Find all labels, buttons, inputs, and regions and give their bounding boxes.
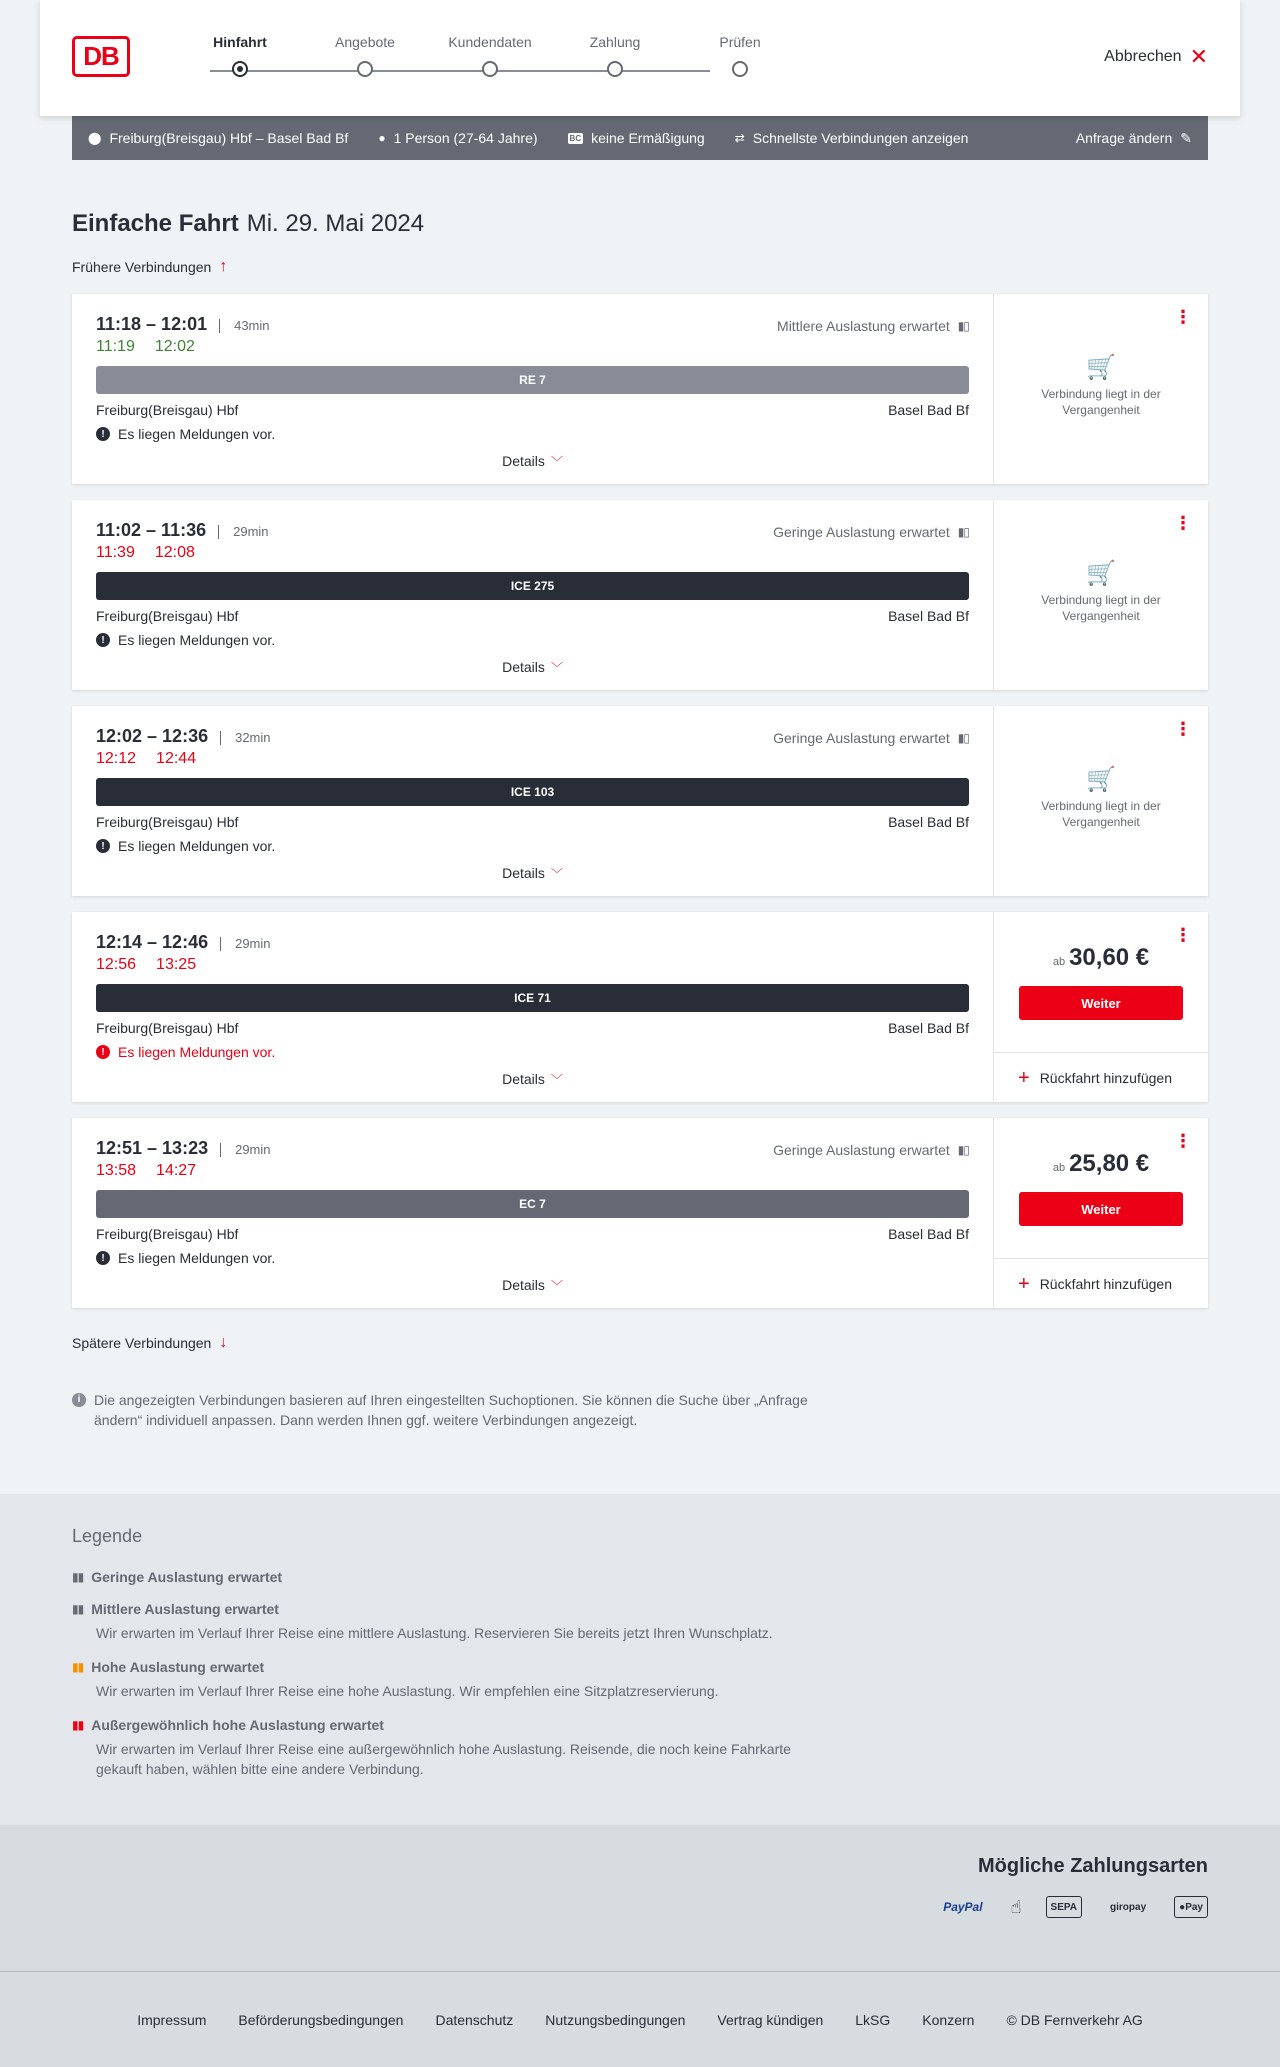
destination-station: Basel Bad Bf	[888, 608, 969, 624]
chevron-down-icon: ﹀	[550, 661, 563, 675]
payment-title: Mögliche Zahlungsarten	[977, 1855, 1208, 1877]
scheduled-time: 11:18 – 12:01	[96, 314, 208, 334]
realtime-line	[96, 750, 969, 774]
plus-icon: +	[1018, 1272, 1030, 1295]
price	[1053, 944, 1149, 972]
details-label: Details	[502, 865, 545, 881]
past-text: Verbindung liegt in der Vergangenheit	[1041, 593, 1161, 623]
route-info	[88, 130, 348, 146]
details-toggle[interactable]	[72, 1277, 993, 1294]
message-text: Es liegen Meldungen vor.	[118, 1250, 276, 1266]
realtime-arrival: 12:08	[154, 544, 195, 561]
more-options-icon[interactable]: ⋮	[1174, 307, 1192, 327]
change-request-button[interactable]	[1076, 130, 1192, 147]
legend-item-title: Mittlere Auslastung erwartet	[91, 1601, 279, 1617]
apple-pay-label: Pay	[1185, 1901, 1203, 1913]
option-text: Schnellste Verbindungen anzeigen	[752, 130, 969, 146]
legend-item-title: Geringe Auslastung erwartet	[91, 1569, 283, 1585]
footer-link[interactable]: Konzern	[922, 2011, 975, 2028]
origin-station: Freiburg(Breisgau) Hbf	[96, 814, 239, 830]
offer-panel	[994, 706, 1208, 896]
connection-list	[72, 294, 1208, 1308]
footer-link[interactable]: Beförderungsbedingungen	[238, 2011, 404, 2028]
cart-blocked-icon: 🛒	[1086, 560, 1116, 587]
trip-date: Mi. 29. Mai 2024	[246, 210, 425, 237]
step-dot-icon	[232, 61, 248, 77]
cancel-label: Abbrechen	[1104, 48, 1182, 65]
message-text: Es liegen Meldungen vor.	[118, 838, 276, 854]
details-label: Details	[502, 453, 545, 469]
realtime-line	[96, 338, 969, 362]
offer-panel	[994, 500, 1208, 690]
persons-info	[378, 130, 537, 146]
occupancy-indicator	[773, 524, 969, 540]
results	[72, 210, 1208, 1430]
pencil-icon: ✎	[1180, 129, 1192, 146]
stations	[96, 1018, 969, 1038]
occupancy-icon: ▮▮	[72, 1660, 84, 1674]
discount-text: keine Ermäßigung	[591, 130, 705, 146]
destination-station: Basel Bad Bf	[888, 1020, 969, 1036]
payment-methods	[0, 1825, 1280, 1971]
train-bar: ICE 103	[96, 778, 969, 806]
realtime-arrival: 12:44	[156, 750, 197, 767]
footer-link[interactable]: Nutzungsbedingungen	[545, 2011, 686, 2028]
legend-item-desc: Wir erwarten im Verlauf Ihrer Reise eine mittlere Auslastung. Reservieren Sie bereits jetzt Ihren Wunschplatz.	[96, 1625, 773, 1641]
occupancy-icon: ▮▯	[957, 1143, 969, 1157]
continue-button[interactable]: Weiter	[1019, 1192, 1183, 1226]
occupancy-indicator	[777, 318, 969, 334]
header	[40, 0, 1240, 116]
price	[1053, 1150, 1149, 1178]
apple-logo-icon: ●	[1179, 1901, 1186, 1913]
cart-blocked-icon: 🛒	[1086, 354, 1116, 381]
query-summary-bar	[72, 116, 1208, 160]
step-hinfahrt	[180, 34, 300, 56]
realtime-arrival: 12:02	[154, 338, 195, 355]
past-text: Verbindung liegt in der Vergangenheit	[1041, 387, 1161, 417]
step-label: Hinfahrt	[213, 34, 267, 50]
connection-card[interactable]	[72, 294, 1208, 484]
duration: 29min	[220, 1143, 270, 1157]
occupancy-icon: ▮▯	[957, 731, 969, 745]
details-label: Details	[502, 659, 545, 675]
connection-card[interactable]	[72, 706, 1208, 896]
duration: 29min	[220, 937, 270, 951]
occupancy-indicator	[773, 1142, 969, 1158]
details-toggle[interactable]	[72, 453, 993, 470]
duration: 32min	[220, 731, 270, 745]
chevron-down-icon: ﹀	[550, 1279, 563, 1293]
connection-card[interactable]	[72, 912, 1208, 1102]
destination-station: Basel Bad Bf	[888, 814, 969, 830]
chevron-down-icon: ﹀	[550, 1073, 563, 1087]
person-icon: ●	[378, 131, 386, 145]
occupancy-text: Geringe Auslastung erwartet	[773, 524, 950, 540]
legend	[0, 1494, 1280, 1825]
step-dot-icon	[482, 61, 498, 77]
realtime-arrival: 14:27	[156, 1162, 197, 1179]
later-label: Spätere Verbindungen	[72, 1335, 212, 1351]
legend-item-title: Hohe Auslastung erwartet	[91, 1659, 265, 1675]
step-dot-icon	[732, 61, 748, 77]
step-zahlung	[555, 34, 675, 56]
origin-station: Freiburg(Breisgau) Hbf	[96, 1226, 239, 1242]
legend-list	[72, 1569, 1208, 1779]
train-bar: RE 7	[96, 366, 969, 394]
past-text: Verbindung liegt in der Vergangenheit	[1041, 799, 1161, 829]
step-label: Zahlung	[589, 34, 641, 50]
occupancy-icon: ▮▯	[957, 525, 969, 539]
chevron-down-icon: ﹀	[550, 455, 563, 469]
realtime-line	[96, 956, 969, 980]
realtime-departure: 12:56	[96, 956, 137, 973]
offer-panel	[994, 912, 1208, 1102]
details-label: Details	[502, 1071, 545, 1087]
details-toggle[interactable]	[72, 865, 993, 882]
train-bar: EC 7	[96, 1190, 969, 1218]
add-return-trip-button[interactable]	[994, 1052, 1208, 1102]
progress-line	[210, 70, 710, 72]
connection-details	[72, 294, 994, 484]
return-label: Rückfahrt hinzufügen	[1039, 1275, 1172, 1292]
legend-item	[72, 1569, 1208, 1585]
offer-panel	[994, 1118, 1208, 1308]
legend-item	[72, 1717, 1208, 1779]
discount-info	[568, 130, 705, 146]
connection-card[interactable]	[72, 500, 1208, 690]
step-dot-icon	[607, 61, 623, 77]
occupancy-icon: ▮▮	[72, 1602, 84, 1616]
realtime-departure: 11:19	[96, 338, 135, 355]
location-pin-icon: ⬤	[88, 131, 102, 145]
earlier-label: Frühere Verbindungen	[72, 259, 212, 275]
realtime-departure: 11:39	[96, 544, 135, 561]
occupancy-text: Geringe Auslastung erwartet	[773, 730, 950, 746]
footer-link[interactable]: Vertrag kündigen	[717, 2011, 824, 2028]
arrow-down-icon: ↓	[219, 1334, 228, 1351]
legend-item-desc: Wir erwarten im Verlauf Ihrer Reise eine außergewöhnlich hohe Auslastung. Reisende, die noch keine Fahrkarte gekauft haben, wählen bitte eine andere Verbindung.	[96, 1741, 791, 1777]
more-options-icon[interactable]: ⋮	[1174, 513, 1192, 533]
change-request-label: Anfrage ändern	[1075, 130, 1173, 146]
connection-details	[72, 500, 994, 690]
details-toggle[interactable]	[72, 659, 993, 676]
add-return-trip-button[interactable]	[994, 1258, 1208, 1308]
step-dot-icon	[357, 61, 373, 77]
origin-station: Freiburg(Breisgau) Hbf	[96, 608, 239, 624]
origin-station: Freiburg(Breisgau) Hbf	[96, 1020, 239, 1036]
more-options-icon[interactable]: ⋮	[1174, 1131, 1192, 1151]
footer-link[interactable]: Datenschutz	[435, 2011, 514, 2028]
step-label: Prüfen	[719, 34, 761, 50]
continue-button[interactable]: Weiter	[1019, 986, 1183, 1020]
giropay-icon: giropay	[1110, 1901, 1147, 1913]
info-icon: i	[72, 1393, 86, 1407]
realtime-line	[96, 1162, 969, 1186]
scheduled-time: 12:14 – 12:46	[96, 932, 209, 952]
occupancy-indicator	[773, 730, 969, 746]
step-pruefen	[680, 34, 800, 56]
message-notice	[96, 1042, 969, 1062]
footer-link[interactable]: LkSG	[855, 2011, 891, 2028]
legend-item-desc: Wir erwarten im Verlauf Ihrer Reise eine hohe Auslastung. Wir empfehlen eine Sitzplatzreservierung.	[96, 1683, 719, 1699]
cancel-button[interactable]	[1104, 46, 1208, 68]
exclamation-icon: !	[96, 1045, 110, 1059]
apple-pay-icon	[1174, 1896, 1208, 1918]
origin-station: Freiburg(Breisgau) Hbf	[96, 402, 239, 418]
exclamation-icon: !	[96, 633, 110, 647]
realtime-arrival: 13:25	[156, 956, 197, 973]
duration: 29min	[218, 525, 268, 539]
destination-station: Basel Bad Bf	[888, 402, 969, 418]
train-bar: ICE 71	[96, 984, 969, 1012]
realtime-departure: 12:12	[96, 750, 137, 767]
info-note	[72, 1390, 832, 1430]
info-text: Die angezeigten Verbindungen basieren auf Ihren eingestellten Suchoptionen. Sie können die Suche über „Anfrage ändern“ individuell anpassen. Dann werden Ihnen ggf. weitere Verbindungen angezeigt.	[94, 1392, 808, 1428]
step-label: Angebote	[335, 34, 395, 50]
offer-panel	[994, 294, 1208, 484]
connection-details	[72, 1118, 994, 1308]
schedule-line	[96, 932, 969, 956]
cart-blocked-icon: 🛒	[1086, 766, 1116, 793]
scheduled-time: 12:51 – 13:23	[96, 1138, 209, 1158]
occupancy-icon: ▮▮	[72, 1718, 84, 1732]
exclamation-icon: !	[96, 1251, 110, 1265]
message-notice	[96, 836, 969, 856]
exclamation-icon: !	[96, 839, 110, 853]
price-prefix: ab	[1052, 1162, 1066, 1174]
message-text: Es liegen Meldungen vor.	[118, 1044, 276, 1060]
switch-arrows-icon: ⇄	[734, 131, 745, 145]
credit-card-hand-icon: ☝	[1010, 1896, 1022, 1917]
connection-details	[72, 912, 994, 1102]
message-text: Es liegen Meldungen vor.	[118, 426, 276, 442]
bahncard-icon: BC	[569, 133, 582, 143]
connection-details	[72, 706, 994, 896]
option-info	[735, 130, 969, 146]
realtime-departure: 13:58	[96, 1162, 137, 1179]
stations	[96, 1224, 969, 1244]
duration: 43min	[219, 319, 269, 333]
step-label: Kundendaten	[448, 34, 532, 50]
destination-station: Basel Bad Bf	[888, 1226, 969, 1242]
price-prefix: ab	[1052, 956, 1066, 968]
exclamation-icon: !	[96, 427, 110, 441]
stations	[96, 812, 969, 832]
occupancy-icon: ▮▮	[72, 1570, 84, 1584]
details-toggle[interactable]	[72, 1071, 993, 1088]
db-logo[interactable]: DB	[72, 36, 130, 77]
step-kundendaten	[430, 34, 550, 56]
message-text: Es liegen Meldungen vor.	[118, 632, 276, 648]
legend-item	[72, 1659, 1208, 1701]
more-options-icon[interactable]: ⋮	[1174, 925, 1192, 945]
footer-link[interactable]: Impressum	[137, 2011, 207, 2028]
scheduled-time: 11:02 – 11:36	[96, 520, 207, 540]
paypal-icon: PayPal	[943, 1900, 983, 1914]
stations	[96, 400, 969, 420]
price-value: 30,60 €	[1069, 944, 1150, 971]
persons-text: 1 Person (27-64 Jahre)	[393, 130, 538, 146]
message-notice	[96, 424, 969, 444]
scheduled-time: 12:02 – 12:36	[96, 726, 209, 746]
route-text: Freiburg(Breisgau) Hbf – Basel Bad Bf	[109, 130, 349, 146]
details-label: Details	[502, 1277, 545, 1293]
train-bar: ICE 275	[96, 572, 969, 600]
later-connections-link[interactable]	[72, 1332, 1208, 1354]
chevron-down-icon: ﹀	[550, 867, 563, 881]
message-notice	[96, 1248, 969, 1268]
occupancy-icon: ▮▯	[957, 319, 969, 333]
progress-steps	[180, 34, 761, 84]
plus-icon: +	[1018, 1066, 1030, 1089]
stations	[96, 606, 969, 626]
footer	[0, 1971, 1280, 2067]
step-angebote	[305, 34, 425, 56]
occupancy-text: Geringe Auslastung erwartet	[773, 1142, 950, 1158]
page-title	[72, 210, 1208, 238]
more-options-icon[interactable]: ⋮	[1174, 719, 1192, 739]
occupancy-text: Mittlere Auslastung erwartet	[777, 318, 950, 334]
earlier-connections-link[interactable]	[72, 256, 1208, 278]
sepa-icon: SEPA	[1046, 1896, 1083, 1918]
legend-item	[72, 1601, 1208, 1643]
trip-type: Einfache Fahrt	[72, 210, 239, 237]
return-label: Rückfahrt hinzufügen	[1039, 1069, 1172, 1086]
arrow-up-icon: ↑	[219, 258, 228, 275]
payment-icons	[72, 1896, 1208, 1918]
close-icon: ✕	[1189, 44, 1208, 69]
connection-card[interactable]	[72, 1118, 1208, 1308]
legend-item-title: Außergewöhnlich hohe Auslastung erwartet	[91, 1717, 384, 1733]
footer-link[interactable]: © DB Fernverkehr AG	[1006, 2011, 1143, 2028]
message-notice	[96, 630, 969, 650]
realtime-line	[96, 544, 969, 568]
legend-title: Legende	[72, 1526, 143, 1546]
price-value: 25,80 €	[1069, 1150, 1150, 1177]
